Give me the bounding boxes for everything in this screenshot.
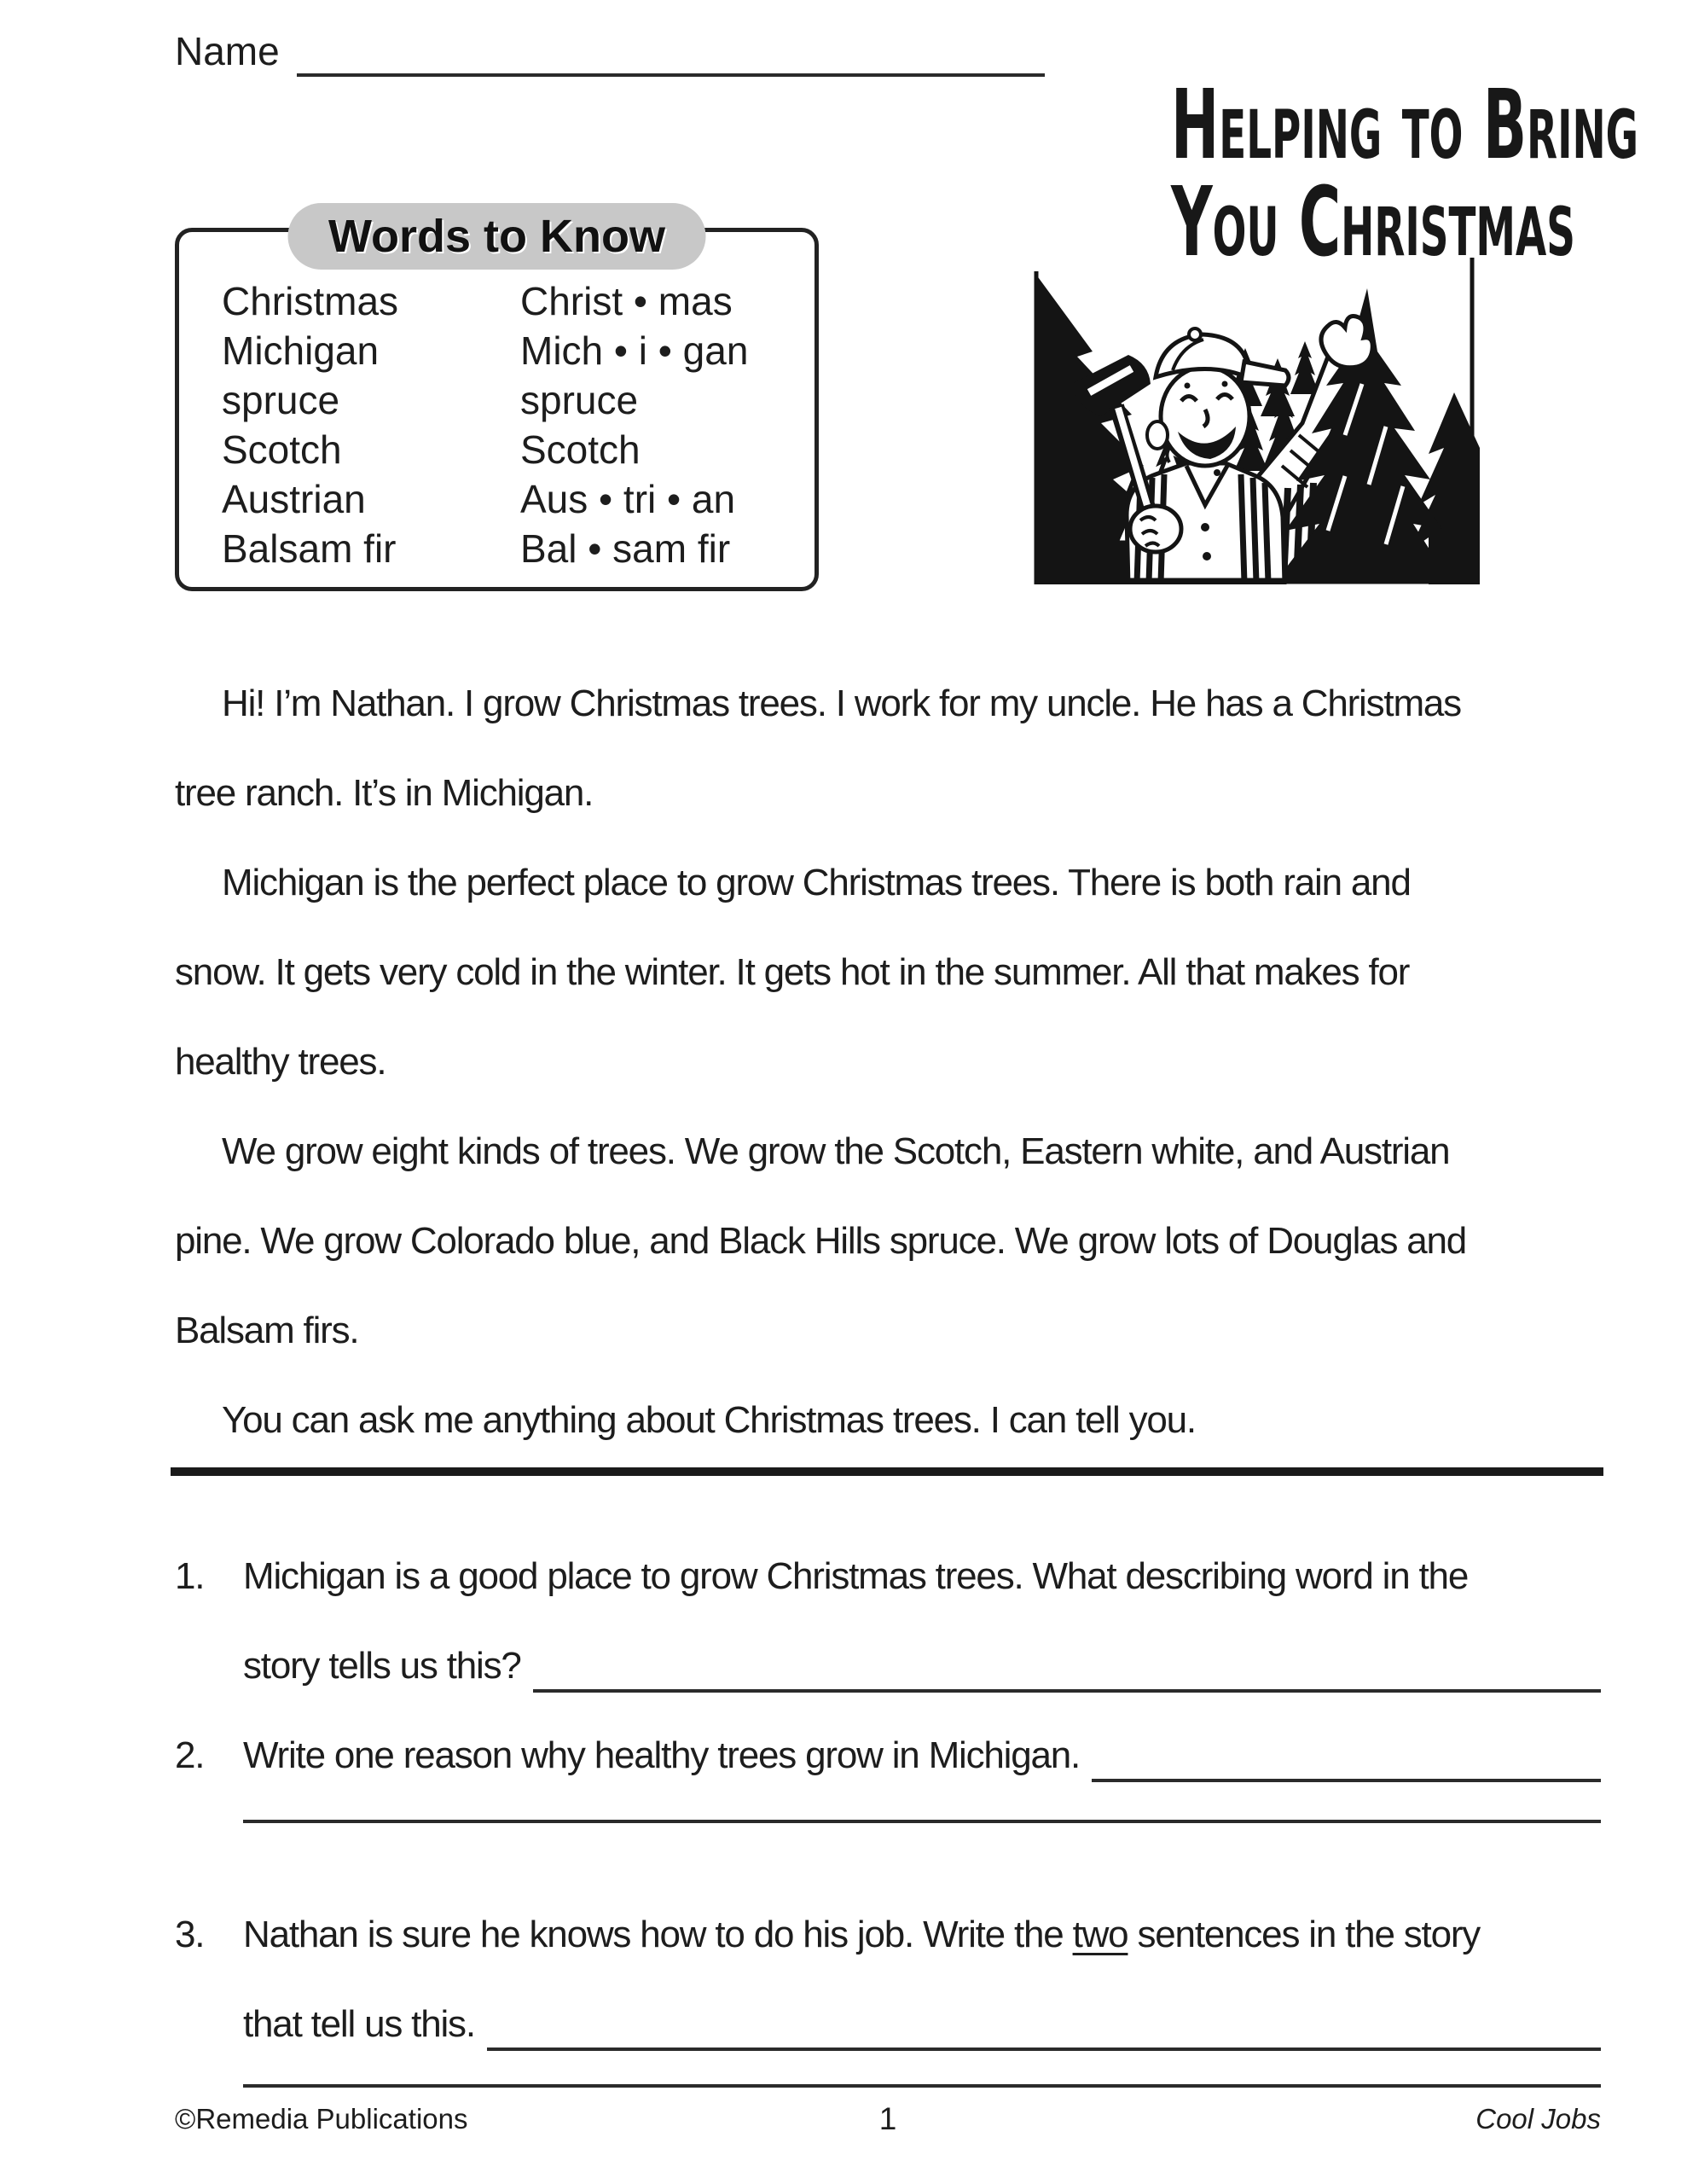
question-2-text: Write one reason why healthy trees grow in Michigan. (243, 1734, 1081, 1776)
question-2-answer-line[interactable] (1092, 1711, 1601, 1782)
name-blank-line[interactable] (297, 27, 1045, 77)
question-1-number: 1. (175, 1555, 205, 1597)
question-2-line-1 (175, 1711, 1601, 1800)
story-line: Michigan is the perfect place to grow Christmas trees. There is both rain and (222, 862, 1411, 903)
word: Michigan (222, 328, 380, 373)
word: Scotch (222, 427, 342, 472)
words-to-know-list (222, 276, 797, 573)
question-1-answer-line[interactable] (533, 1621, 1601, 1693)
question-1-text: Michigan is a good place to grow Christmas trees. What describing word in the (243, 1555, 1469, 1597)
word-entry (222, 375, 797, 425)
word: Balsam fir (222, 526, 397, 571)
question-1-text-cont: story tells us this? (243, 1645, 521, 1687)
word-entry (222, 425, 797, 474)
word-entry (222, 524, 797, 573)
word-syllables: Scotch (520, 427, 641, 472)
page-title-line2: You Christmas (1171, 167, 1575, 278)
word-syllables: Aus • tri • an (520, 477, 736, 521)
footer-publisher: ©Remedia Publications (175, 2103, 468, 2135)
question-1-line-2 (175, 1621, 1601, 1711)
story-line: Hi! I’m Nathan. I grow Christmas trees. I work for my uncle. He has a Christmas (222, 682, 1461, 724)
question-3-answer-line[interactable] (487, 1979, 1601, 2051)
story-line: pine. We grow Colorado blue, and Black Hills spruce. We grow lots of Douglas and (175, 1220, 1467, 1262)
name-label: Name (175, 29, 280, 73)
section-divider (171, 1467, 1603, 1476)
question-3-line-2 (175, 1979, 1601, 2069)
story-line: Balsam firs. (175, 1310, 359, 1351)
story-line: tree ranch. It’s in Michigan. (175, 772, 594, 814)
footer-page-number: 1 (878, 2101, 897, 2136)
question-3-line-1 (175, 1890, 1601, 1979)
question-3-answer-line-2[interactable] (243, 2084, 1601, 2088)
word: Austrian (222, 477, 366, 521)
story-line: You can ask me anything about Christmas trees. I can tell you. (222, 1399, 1196, 1441)
words-to-know-heading: Words to Know (287, 203, 706, 270)
word-syllables: Christ • mas (520, 279, 733, 323)
word-entry (222, 474, 797, 524)
question-3-text-cont: that tell us this. (243, 2003, 475, 2045)
tree-farmer-illustration (1028, 256, 1480, 584)
word: spruce (222, 378, 340, 422)
question-3-number: 3. (175, 1914, 205, 1955)
word-syllables: spruce (520, 378, 639, 422)
name-row (175, 26, 1045, 77)
word-entry (222, 276, 797, 326)
question-1-line-1 (175, 1531, 1601, 1621)
footer-series: Cool Jobs (1475, 2103, 1601, 2135)
word-syllables: Bal • sam fir (520, 526, 731, 571)
story-text (175, 659, 1601, 1465)
page-title (1062, 70, 1639, 278)
underlined-word: two (1072, 1914, 1128, 1955)
page-title-line1: Helping to Bring (1171, 70, 1639, 181)
story-line: We grow eight kinds of trees. We grow the Scotch, Eastern white, and Austrian (222, 1130, 1450, 1172)
word: Christmas (222, 279, 399, 323)
story-line: snow. It gets very cold in the winter. It gets hot in the summer. All that makes for (175, 951, 1410, 993)
words-to-know-box (175, 211, 819, 591)
word-syllables: Mich • i • gan (520, 328, 749, 373)
word-entry (222, 326, 797, 375)
question-2-answer-line-2[interactable] (243, 1820, 1601, 1823)
question-2-number: 2. (175, 1734, 205, 1776)
question-3-text: Nathan is sure he knows how to do his job. Write the two sentences in the story (243, 1914, 1481, 1955)
story-line: healthy trees. (175, 1041, 386, 1083)
